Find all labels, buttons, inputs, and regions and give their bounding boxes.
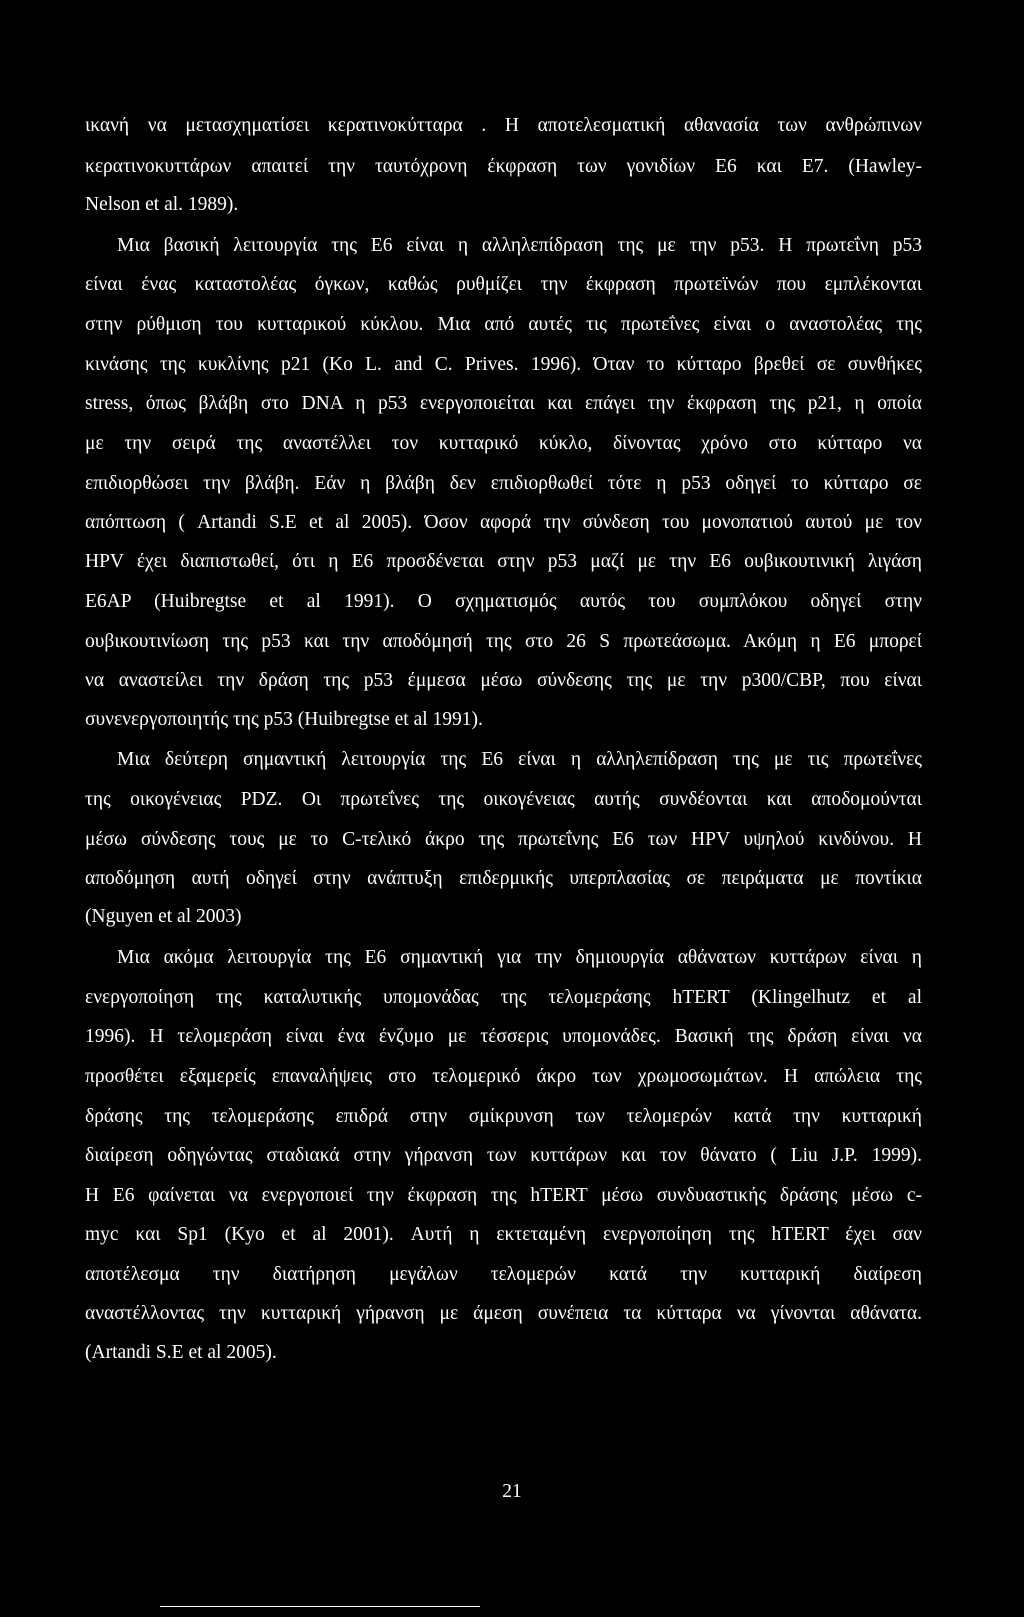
text-line: αποδόμηση αυτή οδηγεί στην ανάπτυξη επιδερμικής υπερπλασίας σε πειράματα με ποντίκια [85,868,922,889]
text-line: με την σειρά της αναστέλλει τον κυτταρικό κύκλο, δίνοντας χρόνο στο κύτταρο να [85,433,922,454]
paragraph-first-line: Μια ακόμα λειτουργία της Ε6 σημαντική για την δημιουργία αθάνατων κυττάρων είναι η [117,947,922,968]
footer-rule [160,1606,480,1607]
text-line: (Nguyen et al 2003) [85,906,242,927]
text-line: stress, όπως βλάβη στο DNA η p53 ενεργοποιείται και επάγει την έκφραση της p21, η οποία [85,393,922,414]
paragraph-first-line: Μια δεύτερη σημαντική λειτουργία της Ε6 είναι η αλληλεπίδραση της με τις πρωτεΐνες [117,749,922,770]
text-line: στην ρύθμιση του κυτταρικού κύκλου. Μια από αυτές τις πρωτεΐνες είναι ο αναστολέας της [85,314,922,335]
text-line: E6AP (Huibregtse et al 1991). Ο σχηματισμός αυτός του συμπλόκου οδηγεί στην [85,591,922,612]
text-line: Η Ε6 φαίνεται να ενεργοποιεί την έκφραση της hTERT μέσω συνδυαστικής δράσης μέσω c- [85,1185,922,1206]
text-line: της οικογένειας PDZ. Οι πρωτεΐνες της οικογένειας αυτής συνδέονται και αποδομούνται [85,789,922,810]
text-line: κινάσης της κυκλίνης p21 (Ko L. and C. Prives. 1996). Όταν το κύτταρο βρεθεί σε συνθήκες [85,354,922,375]
text-line: HPV έχει διαπιστωθεί, ότι η Ε6 προσδένεται στην p53 μαζί με την Ε6 ουβικουτινική λιγάση [85,551,922,572]
text-line: myc και Sp1 (Kyo et al 2001). Αυτή η εκτεταμένη ενεργοποίηση της hTERT έχει σαν [85,1224,922,1245]
paragraph-first-line: Μια βασική λειτουργία της Ε6 είναι η αλληλεπίδραση της με την p53. Η πρωτεΐνη p53 [117,235,922,256]
text-line: να αναστείλει την δράση της p53 έμμεσα μέσω σύνδεσης της με την p300/CBP, που είναι [85,670,922,691]
text-line: δράσης της τελομεράσης επιδρά στην σμίκρυνση των τελομερών κατά την κυτταρική [85,1106,922,1127]
text-line: Nelson et al. 1989). [85,194,239,215]
text-line: αποτέλεσμα την διατήρηση μεγάλων τελομερών κατά την κυτταρική διαίρεση [85,1264,922,1285]
text-line: κερατινοκυττάρων απαιτεί την ταυτόχρονη έκφραση των γονιδίων Ε6 και Ε7. (Hawley- [85,156,922,177]
text-line: απόπτωση ( Artandi S.E et al 2005). Όσον αφορά την σύνδεση του μονοπατιού αυτού με τον [85,512,922,533]
text-line: ικανή να μετασχηματίσει κερατινοκύτταρα . Η αποτελεσματική αθανασία των ανθρώπινων [85,115,922,136]
text-line: ενεργοποίηση της καταλυτικής υπομονάδας της τελομεράσης hTERT (Klingelhutz et al [85,987,922,1008]
text-line: είναι ένας καταστολέας όγκων, καθώς ρυθμίζει την έκφραση πρωτεϊνών που εμπλέκονται [85,274,922,295]
text-line: αναστέλλοντας την κυτταρική γήρανση με άμεση συνέπεια τα κύτταρα να γίνονται αθάνατα. [85,1303,922,1324]
text-line: μέσω σύνδεσης τους με το C-τελικό άκρο της πρωτεΐνης Ε6 των HPV υψηλού κινδύνου. Η [85,829,922,850]
text-line: ουβικουτινίωση της p53 και την αποδόμησή της στο 26 S πρωτεάσωμα. Ακόμη η Ε6 μπορεί [85,631,922,652]
text-line: (Artandi S.E et al 2005). [85,1342,277,1363]
text-line: προσθέτει εξαμερείς επαναλήψεις στο τελομερικό άκρο των χρωμοσωμάτων. Η απώλεια της [85,1066,922,1087]
page-number: 21 [502,1481,522,1502]
text-line: συνενεργοποιητής της p53 (Huibregtse et al 1991). [85,709,483,730]
text-line: διαίρεση οδηγώντας σταδιακά στην γήρανση των κυττάρων και τον θάνατο ( Liu J.P. 1999). [85,1145,922,1166]
text-line: επιδιορθώσει την βλάβη. Εάν η βλάβη δεν επιδιορθωθεί τότε η p53 οδηγεί το κύτταρο σε [85,473,922,494]
text-line: 1996). Η τελομεράση είναι ένα ένζυμο με τέσσερις υπομονάδες. Βασική της δράση είναι να [85,1026,922,1047]
